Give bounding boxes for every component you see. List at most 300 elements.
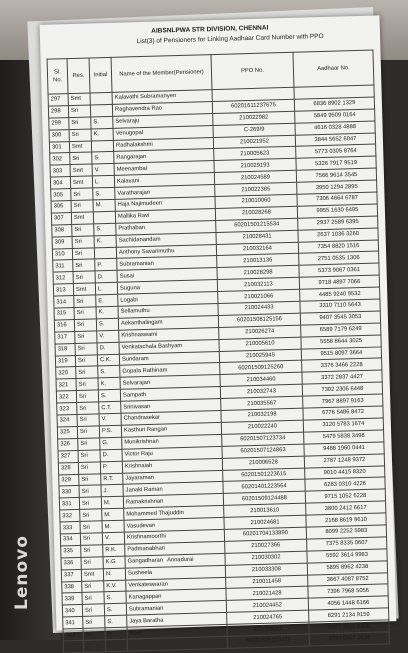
cell-aadhaar-text: 3310 7110 5643 bbox=[319, 302, 361, 310]
cell-res bbox=[68, 105, 90, 118]
cell-ppo-text: 210013610 bbox=[250, 506, 280, 514]
cell-initial-text: S. bbox=[94, 155, 100, 162]
cell-name-text: Sampath bbox=[122, 391, 147, 399]
cell-ppo-text: 210030302 bbox=[251, 554, 281, 562]
cell-ppo-text: 210024433 bbox=[244, 304, 274, 312]
cell-aadhaar-text: 7302 2306 6448 bbox=[321, 385, 364, 393]
cell-initial bbox=[94, 235, 116, 248]
cell-initial bbox=[105, 615, 127, 628]
cell-initial bbox=[96, 318, 118, 331]
cell-initial bbox=[100, 437, 122, 450]
cell-name-text: Venugopal bbox=[115, 130, 144, 137]
cell-initial bbox=[91, 128, 113, 141]
cell-ppo-text: 210026274 bbox=[245, 328, 275, 336]
cell-ppo-text: 210022982 bbox=[239, 114, 269, 122]
cell-res bbox=[79, 497, 101, 510]
cell-initial bbox=[95, 271, 117, 284]
cell-ppo-text: 60201509125260 bbox=[238, 364, 284, 372]
cell-sl-no bbox=[57, 403, 77, 415]
cell-res-text: Sri bbox=[73, 203, 81, 210]
cell-sl-no bbox=[63, 628, 83, 640]
cell-aadhaar-text: 3734 0907 1626 bbox=[328, 635, 371, 643]
cell-res bbox=[72, 236, 94, 249]
cell-sl-no bbox=[53, 272, 73, 284]
cell-res bbox=[77, 402, 99, 415]
cell-initial-text: S. bbox=[100, 369, 106, 376]
cell-res-text: Sri bbox=[78, 393, 87, 400]
cell-initial bbox=[99, 401, 121, 414]
cell-ppo-text: 60201508125156 bbox=[236, 316, 283, 324]
cell-aadhaar-text: 3667 4087 8752 bbox=[326, 575, 369, 584]
cell-ppo-text: 210032113 bbox=[244, 281, 273, 288]
cell-initial bbox=[103, 544, 125, 557]
cell-sl-no bbox=[49, 129, 69, 141]
cell-res bbox=[69, 141, 91, 154]
cell-initial bbox=[99, 413, 121, 426]
cell-ppo-text: 60201505123458 bbox=[245, 637, 292, 645]
cell-initial-text: C.T. bbox=[101, 404, 112, 411]
cell-initial-text: M. bbox=[104, 523, 112, 530]
cell-name-text: Janaki Raman bbox=[125, 486, 163, 494]
cell-sl-no-text: 303 bbox=[52, 168, 63, 175]
cell-res bbox=[78, 461, 100, 474]
cell-initial-text: K. bbox=[100, 380, 107, 388]
cell-sl-no-text: 330 bbox=[61, 488, 72, 496]
cell-aadhaar-text: 7566 9614 3545 bbox=[315, 171, 358, 179]
cell-res bbox=[82, 592, 104, 605]
cell-ppo-text: 210032743 bbox=[246, 388, 277, 395]
cell-res-text: Smt bbox=[75, 286, 87, 293]
cell-initial-text: S. bbox=[93, 119, 99, 126]
cell-sl-no-text: 302 bbox=[52, 156, 63, 163]
cell-aadhaar-text: 9715 1052 6228 bbox=[324, 492, 367, 500]
laptop-brand-label: Lenovo bbox=[12, 535, 32, 610]
cell-initial-text: R.T. bbox=[103, 475, 114, 483]
cell-name-text: Kalavathi Subramanyen bbox=[114, 93, 177, 102]
cell-ppo-text: 210024589 bbox=[240, 174, 271, 181]
cell-name-text: Victor Raju bbox=[124, 451, 153, 458]
cell-res bbox=[73, 283, 95, 296]
cell-name-text: Chandrasekar bbox=[123, 415, 161, 423]
cell-initial bbox=[93, 211, 115, 224]
cell-initial-text: M. bbox=[104, 511, 111, 518]
cell-res bbox=[69, 117, 91, 130]
cell-aadhaar-text: 5326 7917 9519 bbox=[315, 159, 358, 168]
cell-aadhaar-text: 9718 4897 7066 bbox=[318, 278, 361, 286]
cell-res bbox=[81, 557, 103, 570]
cell-sl-no bbox=[59, 474, 79, 486]
cell-sl-no bbox=[62, 593, 82, 605]
cell-initial-text: S. bbox=[106, 606, 113, 613]
cell-sl-no-text: 311 bbox=[55, 263, 65, 270]
cell-res-text: Sri bbox=[75, 274, 83, 281]
cell-ppo-text: 210022385 bbox=[241, 186, 271, 193]
cell-name-text: Sundaram bbox=[121, 355, 149, 363]
cell-res bbox=[80, 521, 102, 534]
cell-initial bbox=[92, 176, 114, 189]
cell-ppo-text: 210021952 bbox=[239, 138, 270, 146]
cell-res bbox=[78, 450, 100, 463]
cell-res bbox=[72, 224, 94, 237]
cell-ppo-text: 210025945 bbox=[245, 352, 276, 360]
cell-res-text: Sri bbox=[80, 464, 89, 471]
table-body bbox=[48, 85, 389, 653]
header-name: Name of the Member(Pensioner) bbox=[111, 55, 212, 93]
cell-sl-no-text: 325 bbox=[59, 429, 70, 436]
cell-name-text: Mohammed Thajuddin bbox=[126, 509, 184, 518]
cell-res-text: Sri bbox=[77, 357, 86, 364]
cell-aadhaar-text: 4056 1448 6166 bbox=[327, 599, 370, 607]
cell-name-text: Ravi bbox=[129, 629, 142, 637]
cell-name-text: Gopala Rathinam bbox=[122, 367, 168, 375]
cell-sl-no-text: 338 bbox=[64, 584, 75, 591]
cell-name bbox=[127, 636, 227, 651]
cell-ppo-text: 210035567 bbox=[247, 399, 277, 407]
cell-initial bbox=[90, 92, 112, 105]
cell-name-text: Logabi bbox=[120, 296, 138, 304]
cell-res bbox=[80, 533, 102, 546]
cell-res bbox=[80, 509, 102, 522]
cell-name-text: Munikrishnan bbox=[124, 438, 159, 446]
cell-ppo-text: 210021066 bbox=[244, 293, 274, 300]
cell-initial bbox=[91, 116, 113, 129]
cell-res bbox=[77, 414, 99, 427]
header-res: Res. bbox=[67, 58, 90, 94]
cell-name-text: Venkateswaran bbox=[128, 581, 169, 589]
cell-sl-no bbox=[62, 581, 82, 593]
cell-sl-no-text: 327 bbox=[60, 453, 71, 460]
cell-aadhaar-text: 7967 8897 9163 bbox=[321, 397, 364, 405]
cell-initial bbox=[96, 306, 118, 319]
header-sl-no: Sl. No. bbox=[47, 59, 68, 95]
cell-name-text: Rangarajan bbox=[116, 153, 147, 161]
cell-aadhaar-text: 8099 2252 5983 bbox=[325, 528, 368, 536]
header-aadhaar: Aadhaar No. bbox=[293, 50, 374, 87]
cell-sl-no bbox=[53, 260, 73, 272]
cell-initial bbox=[90, 104, 112, 117]
cell-ppo-text: C-269/9 bbox=[243, 126, 265, 134]
cell-res-text: Sri bbox=[81, 476, 89, 483]
cell-sl-no bbox=[53, 284, 73, 296]
cell-initial-text: V. bbox=[94, 167, 100, 174]
cell-sl-no-text: 321 bbox=[58, 382, 69, 389]
cell-ppo-text: 210028268 bbox=[241, 209, 272, 217]
cell-name-text: Krishnaswami bbox=[121, 331, 158, 339]
cell-sl-no-text: 301 bbox=[51, 144, 62, 151]
cell-res bbox=[75, 331, 97, 344]
cell-sl-no-text: 308 bbox=[54, 227, 65, 234]
cell-ppo-text: 210021428 bbox=[252, 590, 282, 597]
cell-initial bbox=[97, 354, 119, 367]
cell-initial-text: S. bbox=[100, 392, 107, 399]
cell-name-text: Krishnaiah bbox=[124, 462, 153, 470]
cell-sl-no bbox=[51, 212, 71, 224]
cell-res-text: Sri bbox=[84, 595, 92, 602]
cell-res bbox=[72, 248, 94, 261]
cell-res bbox=[73, 271, 95, 284]
cell-sl-no bbox=[58, 450, 78, 462]
cell-aadhaar-text: 9010 4415 8320 bbox=[323, 468, 366, 477]
cell-res-text: Sri bbox=[74, 250, 83, 257]
cell-res-text: Smt bbox=[72, 179, 84, 186]
cell-sl-no-text: 329 bbox=[61, 477, 72, 484]
cell-initial bbox=[92, 164, 114, 177]
cell-sl-no bbox=[52, 224, 72, 236]
cell-sl-no-text: 317 bbox=[57, 334, 68, 341]
cell-initial-text: D. bbox=[102, 452, 109, 459]
cell-initial bbox=[94, 223, 116, 236]
cell-name-text: Gangadharan bbox=[127, 557, 164, 565]
cell-ppo-text: 210029193 bbox=[240, 162, 270, 170]
cell-sl-no bbox=[58, 462, 78, 474]
header-initial: Initial bbox=[89, 57, 112, 93]
cell-res bbox=[81, 568, 103, 581]
cell-sl-no-text: 323 bbox=[59, 405, 70, 413]
cell-sl-no-text: 326 bbox=[60, 441, 71, 448]
cell-sl-no bbox=[60, 510, 80, 522]
cell-initial bbox=[97, 342, 119, 355]
cell-res bbox=[68, 93, 90, 106]
cell-sl-no-text: 307 bbox=[53, 215, 64, 222]
cell-initial-text: V. bbox=[104, 535, 111, 542]
cell-res bbox=[79, 485, 101, 498]
cell-res bbox=[71, 212, 93, 225]
cell-name-text: Sachidanandam bbox=[118, 236, 161, 244]
cell-sl-no bbox=[52, 236, 72, 248]
cell-initial-text: E. bbox=[98, 297, 104, 304]
cell-aadhaar-text: 5558 8644 3025 bbox=[320, 338, 363, 346]
cell-sl-no-text: 335 bbox=[63, 548, 74, 555]
cell-aadhaar-text: 3120 5783 1674 bbox=[322, 421, 365, 429]
cell-sl-no-text: 304 bbox=[52, 179, 63, 187]
cell-name-text: Aekanthalingam bbox=[120, 319, 163, 328]
cell-res bbox=[74, 295, 96, 308]
cell-ppo-text: 60201509124488 bbox=[241, 494, 288, 503]
cell-sl-no bbox=[59, 498, 79, 510]
cell-aadhaar-text: 2937 2589 6395 bbox=[316, 219, 359, 227]
cell-name-text: Suguna bbox=[119, 284, 141, 292]
cell-ppo-text: 210010060 bbox=[241, 197, 271, 205]
cell-initial bbox=[104, 592, 126, 605]
cell-name-text: Haja Najimudeen bbox=[117, 200, 163, 209]
cell-ppo-text: 210032164 bbox=[242, 245, 273, 253]
cell-ppo-text: 60201611237675 bbox=[231, 102, 276, 110]
cell-name-text: Prathaban bbox=[118, 225, 146, 232]
cell-initial bbox=[102, 508, 124, 521]
cell-initial bbox=[103, 556, 125, 569]
cell-res-text: Sri bbox=[84, 607, 93, 614]
cell-sl-no bbox=[56, 379, 76, 391]
cell-name-text: Krishnamoorthi bbox=[126, 533, 167, 542]
cell-sl-no-text: 316 bbox=[56, 322, 67, 329]
cell-res-text: Sri bbox=[80, 440, 88, 448]
cell-initial bbox=[93, 199, 115, 212]
cell-initial-text: K. bbox=[93, 131, 100, 138]
cell-res bbox=[70, 176, 92, 189]
cell-ppo-text: 210024452 bbox=[252, 602, 282, 609]
cell-ppo-text: 60201501215534 bbox=[234, 221, 280, 229]
cell-aadhaar-text: 3950 1294 2895 bbox=[315, 183, 358, 191]
cell-name-text: Kalavani bbox=[116, 177, 140, 185]
cell-res bbox=[78, 438, 100, 451]
cell-aadhaar-text: 3844 5652 6047 bbox=[314, 136, 357, 144]
cell-ppo-text: 210024681 bbox=[250, 518, 280, 526]
cell-initial-text: C.K. bbox=[99, 357, 112, 364]
cell-ppo-text: 210027366 bbox=[251, 542, 281, 550]
cell-res-text: Sri bbox=[77, 333, 85, 341]
cell-initial bbox=[93, 187, 115, 200]
cell-ppo-text: 210032198 bbox=[247, 411, 277, 419]
cell-initial-text: S. bbox=[96, 226, 102, 233]
cell-initial-text: K. bbox=[98, 309, 105, 316]
cell-sl-no-text: 328 bbox=[60, 465, 71, 472]
cell-res-text: Sri bbox=[74, 227, 82, 234]
cell-sl-no-text: 319 bbox=[57, 358, 68, 365]
cell-sl-no-text: 332 bbox=[62, 512, 73, 520]
cell-initial-text: R. bbox=[107, 630, 114, 637]
cell-aadhaar-text: 3800 2412 6617 bbox=[324, 504, 367, 512]
cell-aadhaar-text: 5773 0305 8764 bbox=[314, 147, 357, 156]
cell-sl-no bbox=[63, 640, 83, 652]
cell-sl-no bbox=[52, 248, 72, 260]
cell-sl-no bbox=[49, 117, 69, 129]
handwritten-note: Annadurai bbox=[167, 556, 194, 564]
cell-res-text: Sri bbox=[82, 512, 90, 519]
cell-res bbox=[76, 366, 98, 379]
cell-ppo-text: 210034460 bbox=[246, 376, 276, 384]
cell-aadhaar-text: 7396 7968 5056 bbox=[326, 587, 370, 595]
cell-res-text: Sri bbox=[70, 108, 79, 115]
cell-res-text: Sri bbox=[76, 298, 84, 305]
list-subtitle: List(3) of Pensioners for Linking Aadhaar Card Number with PPO bbox=[136, 32, 324, 46]
cell-initial bbox=[98, 390, 120, 403]
cell-name-text: Susai bbox=[119, 273, 135, 280]
cell-sl-no bbox=[55, 343, 75, 355]
cell-sl-no-text: 340 bbox=[64, 607, 75, 615]
cell-initial bbox=[91, 140, 113, 153]
cell-aadhaar bbox=[309, 632, 389, 646]
cell-res-text: Sri bbox=[71, 131, 79, 139]
cell-sl-no-text: 336 bbox=[63, 560, 74, 567]
cell-name-text: Kanagappan bbox=[128, 593, 162, 601]
cell-aadhaar-text: 4485 9240 9532 bbox=[318, 290, 361, 298]
cell-res-text: Sri bbox=[76, 322, 85, 329]
cell-aadhaar-text: 2751 0535 1306 bbox=[317, 254, 360, 263]
cell-sl-no bbox=[55, 355, 75, 367]
cell-sl-no bbox=[60, 533, 80, 545]
cell-sl-no-text: 313 bbox=[55, 286, 66, 294]
cell-sl-no-text: 339 bbox=[64, 595, 75, 603]
cell-initial-text: S. bbox=[106, 594, 113, 602]
cell-ppo-text: 60201704133890 bbox=[242, 530, 289, 538]
cell-aadhaar-text: 9515 8097 3664 bbox=[320, 350, 363, 358]
cell-sl-no bbox=[56, 367, 76, 379]
cell-res-text: Sri bbox=[82, 536, 91, 543]
cell-res bbox=[83, 628, 105, 641]
cell-initial-text: J. bbox=[103, 487, 109, 495]
cell-sl-no-text: 306 bbox=[53, 203, 64, 210]
cell-res-text: Sri bbox=[81, 500, 90, 507]
cell-sl-no bbox=[49, 141, 69, 153]
cell-initial-text: G. bbox=[102, 440, 109, 447]
cell-res-text: Sri bbox=[78, 369, 86, 376]
cell-sl-no-text: 309 bbox=[54, 239, 65, 246]
cell-sl-no-text: 299 bbox=[51, 120, 62, 127]
cell-sl-no-text: 312 bbox=[55, 275, 66, 282]
cell-ppo-text: 210005623 bbox=[240, 150, 270, 158]
cell-name-text: Sellamuthu bbox=[120, 308, 150, 316]
cell-res-text: Smt bbox=[73, 215, 85, 222]
cell-initial-text: M. bbox=[103, 499, 111, 506]
header-ppo: PPO No. bbox=[211, 52, 294, 89]
cell-initial bbox=[94, 247, 116, 260]
cell-res-text: Sri bbox=[77, 345, 85, 353]
cell-ppo-text: 210024765 bbox=[253, 613, 283, 621]
cell-res-text: Sri bbox=[80, 452, 88, 460]
cell-ppo-text: 210033308 bbox=[251, 566, 281, 574]
cell-ppo-text: 210028298 bbox=[243, 269, 273, 277]
cell-sl-no bbox=[61, 569, 81, 581]
cell-aadhaar-text: 7306 4664 6787 bbox=[316, 195, 359, 203]
cell-aadhaar-text: 6589 7179 6249 bbox=[319, 326, 362, 334]
cell-res-text: Sri bbox=[79, 405, 87, 412]
cell-aadhaar-text: 5895 8962 4238 bbox=[326, 563, 369, 572]
cell-res-text: Smt bbox=[71, 143, 83, 151]
cell-res bbox=[76, 378, 98, 391]
cell-initial-text: P. bbox=[102, 464, 108, 471]
cell-ppo-text: 210022240 bbox=[247, 423, 278, 431]
cell-ppo-text: 60201501223615 bbox=[241, 471, 287, 479]
cell-sl-no bbox=[50, 177, 70, 189]
cell-initial bbox=[100, 461, 122, 474]
cell-initial-text: K.G bbox=[105, 559, 116, 566]
cell-ppo-text: 210006528 bbox=[248, 459, 279, 467]
cell-res-text: Sri bbox=[71, 120, 79, 127]
cell-sl-no bbox=[61, 557, 81, 569]
cell-aadhaar-text: 2787 1248 9372 bbox=[323, 456, 366, 465]
cell-name-text: Jaya Baratha bbox=[129, 617, 164, 625]
cell-aadhaar-text: 6836 8902 1329 bbox=[313, 100, 356, 108]
cell-sl-no-text: 300 bbox=[51, 132, 62, 139]
cell-ppo-text: 210028205 bbox=[253, 625, 283, 633]
cell-aadhaar-text: 5373 9067 0361 bbox=[318, 266, 361, 274]
cell-res-text: Smt bbox=[70, 96, 82, 103]
cell-name-text: Srinivasan bbox=[123, 403, 151, 411]
cell-res-text: Sri bbox=[84, 583, 92, 590]
cell-res-text: Sri bbox=[72, 155, 80, 162]
cell-initial-text: N. bbox=[105, 571, 112, 578]
cell-initial-text: M. bbox=[95, 202, 103, 209]
cell-res-text: Sri bbox=[85, 619, 93, 626]
cell-sl-no-text: 342 bbox=[65, 631, 76, 638]
cell-initial-text: K.V. bbox=[106, 582, 117, 590]
cell-res bbox=[82, 580, 104, 593]
cell-name-text: Varatharajan bbox=[117, 189, 151, 197]
cell-sl-no-text: 297 bbox=[50, 96, 61, 104]
cell-sl-no bbox=[61, 545, 81, 557]
cell-initial-text: D. bbox=[99, 345, 106, 352]
cell-res-text: Sri bbox=[73, 191, 81, 198]
cell-name-text: Raghavendra Rao bbox=[114, 105, 163, 114]
cell-res bbox=[75, 343, 97, 356]
cell-name-text: Susheela bbox=[127, 570, 153, 577]
cell-initial bbox=[95, 283, 117, 296]
cell-initial bbox=[102, 520, 124, 533]
cell-name-text: Jayaraman bbox=[125, 474, 155, 482]
cell-res-text: Sri bbox=[76, 310, 84, 317]
cell-sl-no-text: 314 bbox=[56, 298, 67, 306]
cell-aadhaar-text: 9407 3545 3053 bbox=[319, 314, 362, 322]
